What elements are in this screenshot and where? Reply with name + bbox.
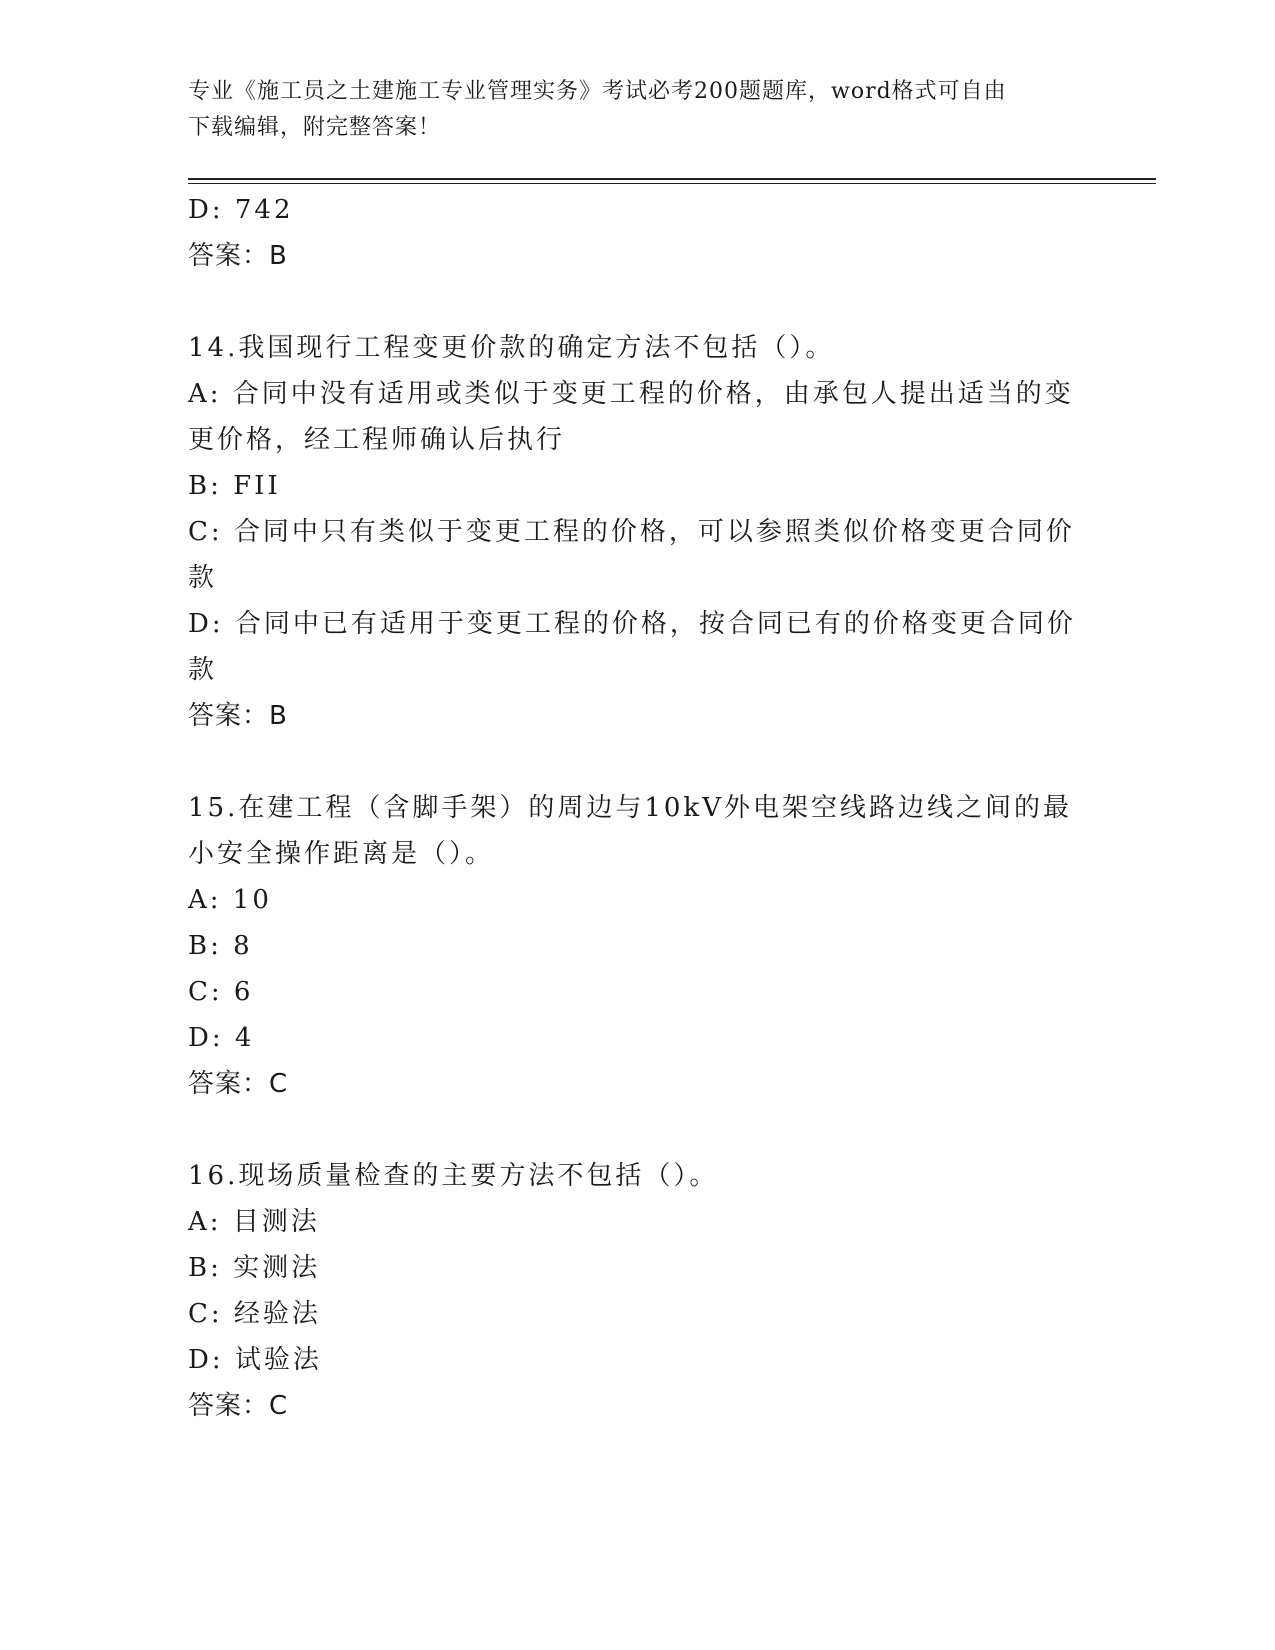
option-c: C: 合同中只有类似于变更工程的价格，可以参照类似价格变更合同价	[188, 517, 1075, 547]
answer-line: 答案：C	[188, 1069, 289, 1099]
option-d: D: 4	[188, 1023, 255, 1053]
question-stem-continued: 小安全操作距离是（）。	[188, 839, 495, 869]
document-body	[188, 187, 1088, 1429]
question-16	[188, 1153, 1088, 1429]
answer-line: 答案：B	[188, 241, 288, 271]
option-a: A: 10	[188, 885, 272, 915]
header-divider-thin	[188, 183, 1156, 184]
question-stem: 16.现场质量检查的主要方法不包括（）。	[188, 1161, 719, 1191]
option-c: C: 6	[188, 977, 254, 1007]
question-14	[188, 325, 1088, 739]
answer-line: 答案：C	[188, 1391, 289, 1421]
spacer	[188, 279, 1088, 325]
option-b: B: FII	[188, 471, 281, 501]
question-stem: 15.在建工程（含脚手架）的周边与10kV外电架空线路边线之间的最	[188, 793, 1072, 823]
option-a: A: 合同中没有适用或类似于变更工程的价格，由承包人提出适当的变	[188, 379, 1074, 409]
option-d: D: 合同中已有适用于变更工程的价格，按合同已有的价格变更合同价	[188, 609, 1076, 639]
answer-line: 答案：B	[188, 701, 288, 731]
document-header	[188, 74, 1068, 146]
question-13-tail	[188, 187, 1088, 279]
option-b: B: 8	[188, 931, 253, 961]
header-divider-thick	[188, 178, 1156, 180]
option-a: A: 目测法	[188, 1207, 320, 1237]
option-d: D: 742	[188, 195, 294, 225]
option-d: D: 试验法	[188, 1345, 322, 1375]
header-line-1: 专业《施工员之土建施工专业管理实务》考试必考200题题库，word格式可自由	[188, 79, 1007, 104]
option-a-continued: 更价格，经工程师确认后执行	[188, 425, 566, 455]
question-15	[188, 785, 1088, 1107]
spacer	[188, 739, 1088, 785]
header-line-2: 下载编辑，附完整答案！	[188, 115, 442, 140]
option-d-continued: 款	[188, 655, 218, 685]
question-stem: 14.我国现行工程变更价款的确定方法不包括（）。	[188, 333, 835, 363]
option-c-continued: 款	[188, 563, 218, 593]
option-b: B: 实测法	[188, 1253, 321, 1283]
spacer	[188, 1107, 1088, 1153]
option-c: C: 经验法	[188, 1299, 321, 1329]
